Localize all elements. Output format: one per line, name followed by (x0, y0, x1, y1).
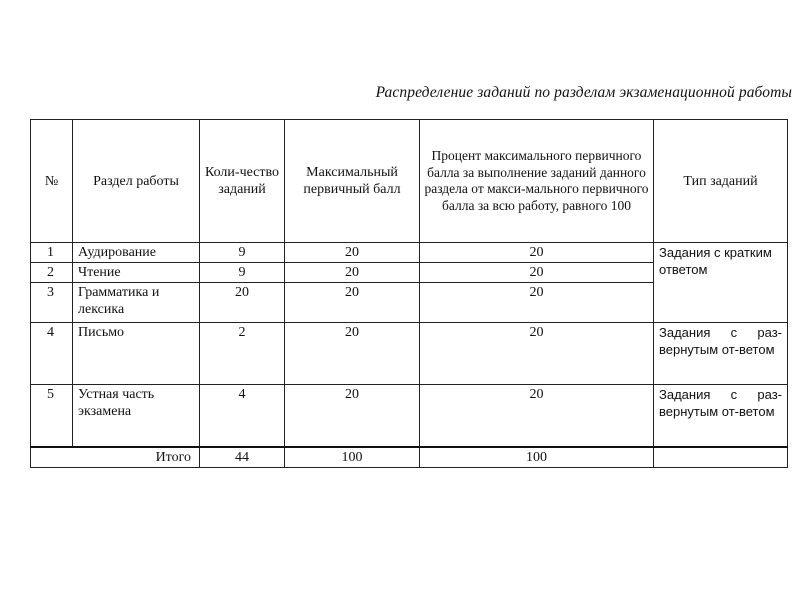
header-percent: Процент максимального первичного балла за выполнение заданий данного раздела от макси-мального первичного балла за всю работу, равного 100 (420, 120, 654, 243)
table-row (31, 385, 788, 447)
row-type-long: Задания с раз-вернутым от-ветом (654, 323, 788, 385)
total-type-empty (654, 447, 788, 468)
row-count: 4 (200, 385, 285, 447)
total-percent: 100 (420, 447, 654, 468)
row-num: 2 (31, 263, 73, 283)
row-section: Грамматика и лексика (73, 283, 200, 323)
row-section: Письмо (73, 323, 200, 385)
row-max-score: 20 (285, 243, 420, 263)
total-label: Итого (31, 447, 200, 468)
row-percent: 20 (420, 323, 654, 385)
row-type-short: Задания с кратким ответом (654, 243, 788, 323)
row-percent: 20 (420, 385, 654, 447)
row-max-score: 20 (285, 283, 420, 323)
row-count: 20 (200, 283, 285, 323)
total-max-score: 100 (285, 447, 420, 468)
row-num: 1 (31, 243, 73, 263)
row-count: 9 (200, 243, 285, 263)
header-type: Тип заданий (654, 120, 788, 243)
exam-distribution-table (30, 119, 788, 468)
header-max-score: Максимальный первичный балл (285, 120, 420, 243)
header-section: Раздел работы (73, 120, 200, 243)
table-title: Распределение заданий по разделам экзаменационной работы (375, 84, 792, 101)
row-max-score: 20 (285, 323, 420, 385)
row-num: 4 (31, 323, 73, 385)
row-count: 9 (200, 263, 285, 283)
table-row (31, 323, 788, 385)
table-row (31, 243, 788, 263)
row-section: Аудирование (73, 243, 200, 263)
total-row (31, 447, 788, 468)
row-max-score: 20 (285, 263, 420, 283)
row-section: Чтение (73, 263, 200, 283)
row-num: 3 (31, 283, 73, 323)
header-count: Коли-чество заданий (200, 120, 285, 243)
row-num: 5 (31, 385, 73, 447)
row-count: 2 (200, 323, 285, 385)
header-num: № (31, 120, 73, 243)
row-max-score: 20 (285, 385, 420, 447)
row-percent: 20 (420, 283, 654, 323)
row-type-long: Задания с раз-вернутым от-ветом (654, 385, 788, 447)
row-percent: 20 (420, 263, 654, 283)
row-percent: 20 (420, 243, 654, 263)
row-section: Устная часть экзамена (73, 385, 200, 447)
total-count: 44 (200, 447, 285, 468)
